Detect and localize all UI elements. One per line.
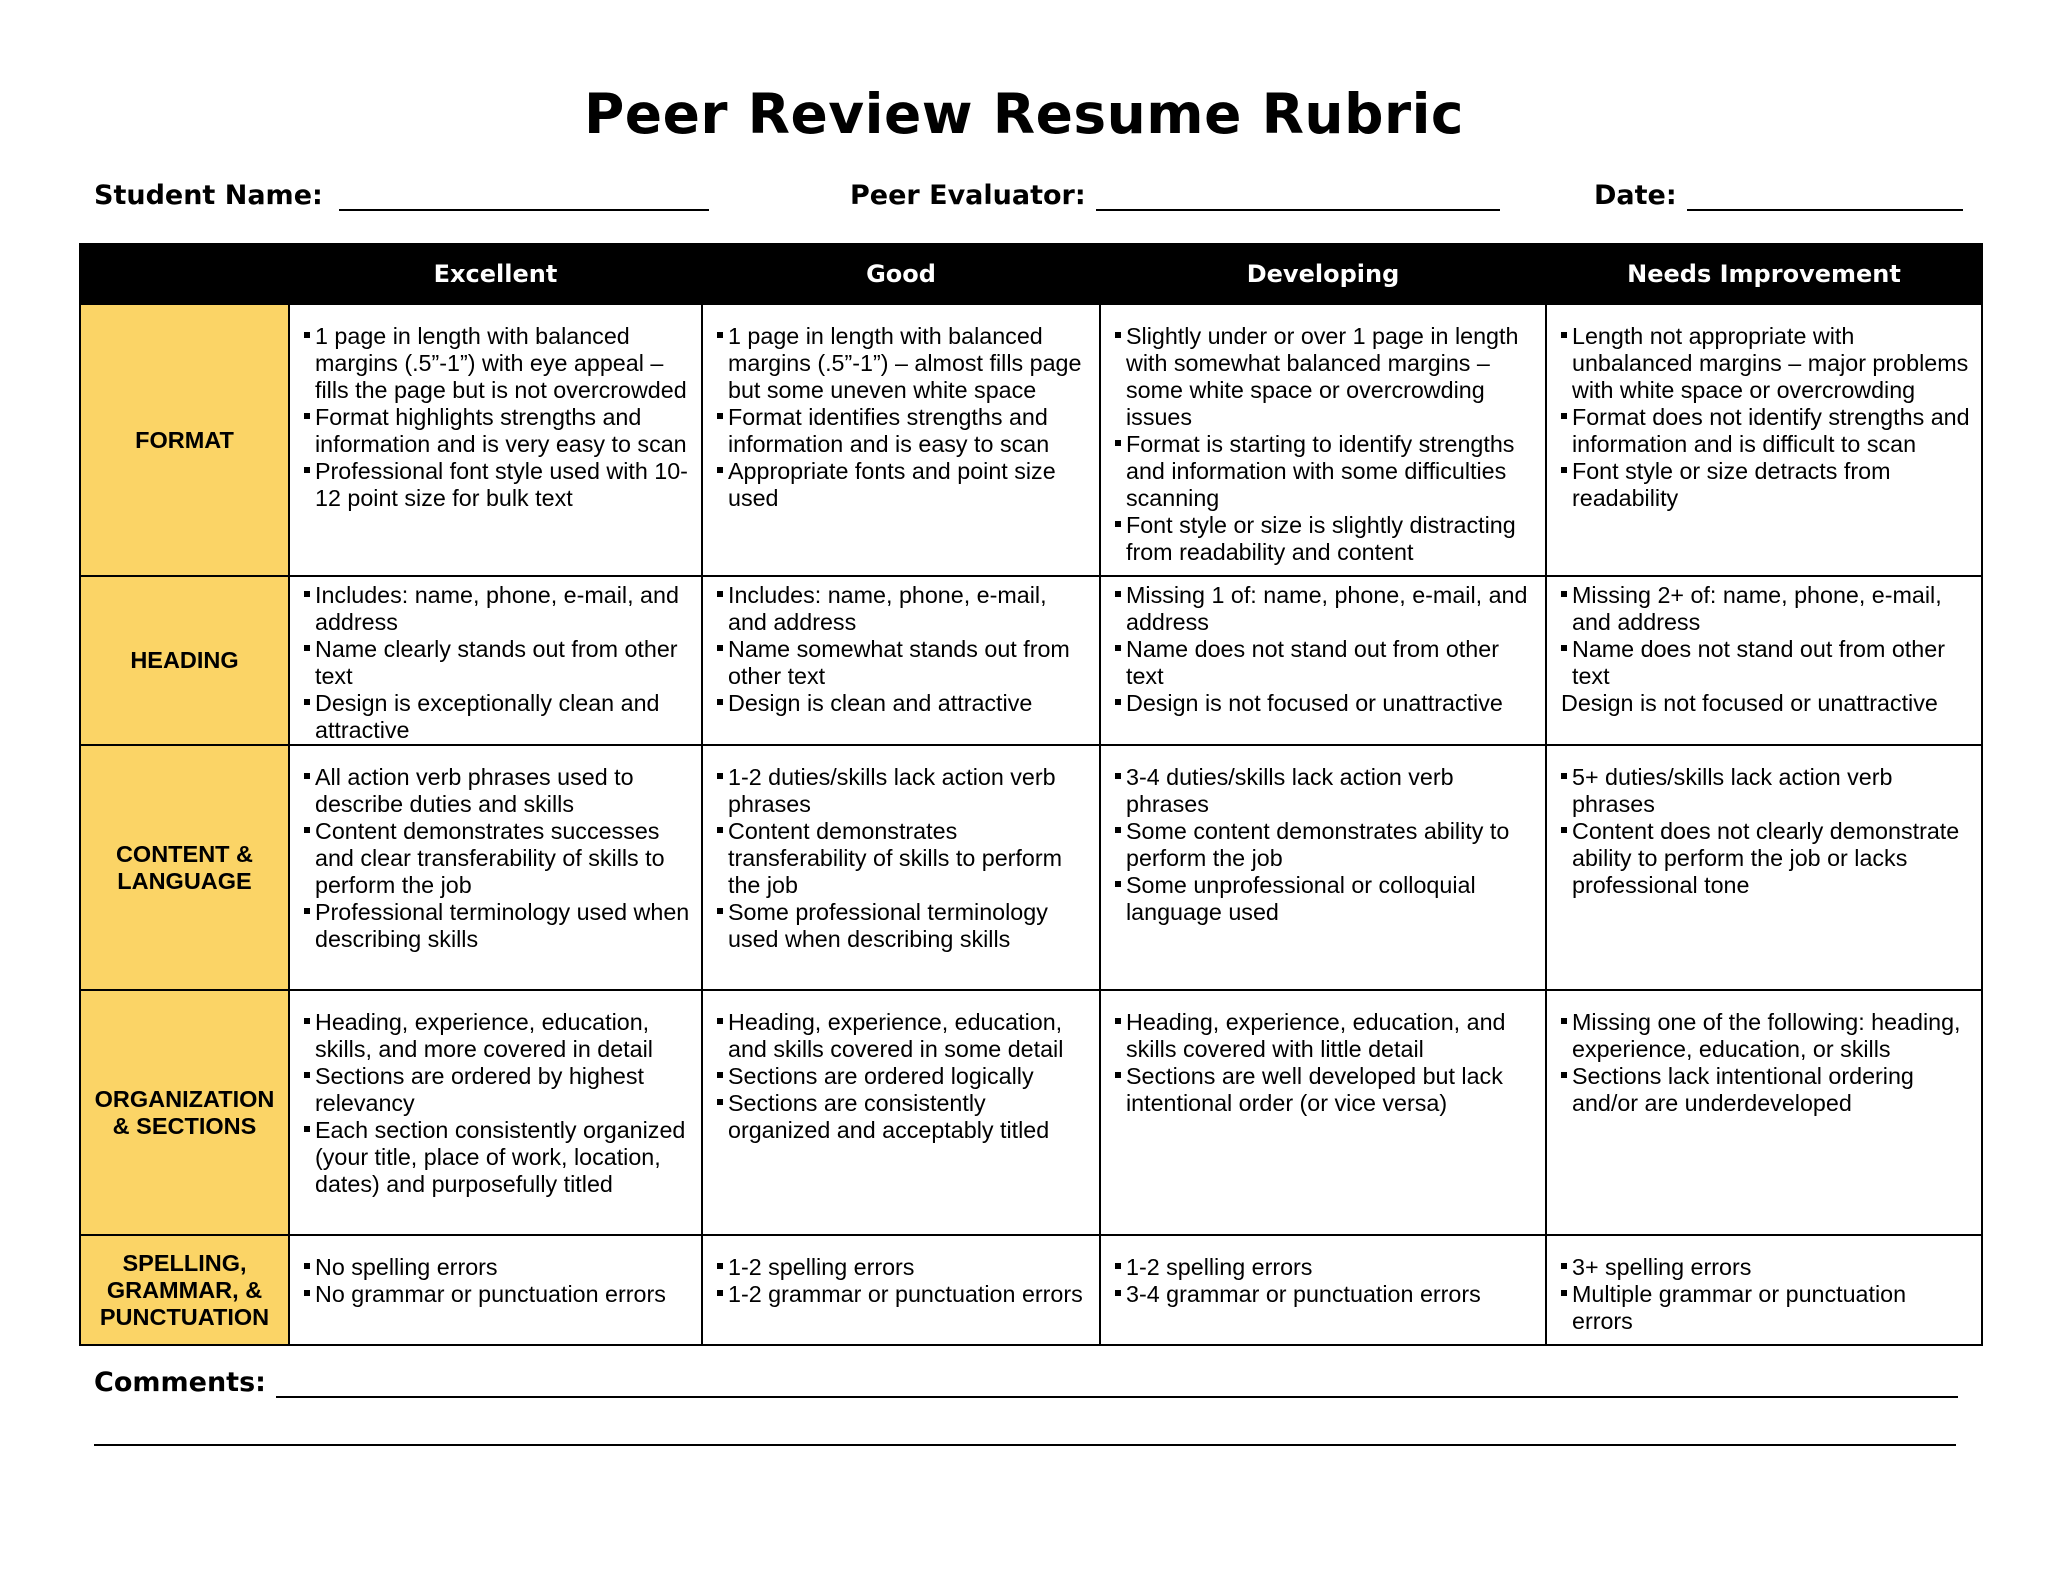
format-needs-improvement — [1546, 304, 1982, 576]
list-item: Name does not stand out from other text — [1115, 636, 1535, 690]
list-item: Includes: name, phone, e-mail, and address — [717, 582, 1089, 636]
criterion-format: FORMAT — [80, 304, 289, 576]
list-item: Heading, experience, education, skills, and more covered in detail — [304, 1009, 691, 1063]
peer-evaluator-label: Peer Evaluator: — [850, 180, 1086, 211]
format-excellent — [289, 304, 702, 576]
heading-developing — [1100, 576, 1546, 745]
student-name-blank[interactable] — [339, 179, 709, 211]
content-excellent — [289, 745, 702, 990]
list-item: Sections are consistently organized and acceptably titled — [717, 1090, 1089, 1144]
heading-excellent — [289, 576, 702, 745]
list-item: Some professional terminology used when describing skills — [717, 899, 1089, 953]
list-item: Length not appropriate with unbalanced margins – major problems with white space or overcrowding — [1561, 323, 1971, 404]
list-item: Professional terminology used when describing skills — [304, 899, 691, 953]
rubric-row-content-language — [80, 745, 1982, 990]
list-item: Content does not clearly demonstrate ability to perform the job or lacks professional tone — [1561, 818, 1971, 899]
list-item: 1-2 grammar or punctuation errors — [717, 1281, 1089, 1308]
column-header-good: Good — [702, 244, 1100, 304]
criterion-content-language: CONTENT & LANGUAGE — [80, 745, 289, 990]
peer-evaluator-field — [850, 175, 1500, 211]
list-item: 1 page in length with balanced margins (.5”-1”) – almost fills page but some uneven white space — [717, 323, 1089, 404]
page-title: Peer Review Resume Rubric — [583, 82, 1465, 146]
list-item: Includes: name, phone, e-mail, and address — [304, 582, 691, 636]
column-header-needs-improvement: Needs Improvement — [1546, 244, 1982, 304]
rubric-row-organization — [80, 990, 1982, 1235]
criterion-organization: ORGANIZATION & SECTIONS — [80, 990, 289, 1235]
organization-developing — [1100, 990, 1546, 1235]
list-item: Professional font style used with 10-12 point size for bulk text — [304, 458, 691, 512]
format-developing — [1100, 304, 1546, 576]
list-item: Missing 1 of: name, phone, e-mail, and address — [1115, 582, 1535, 636]
date-blank[interactable] — [1687, 179, 1963, 211]
criterion-heading: HEADING — [80, 576, 289, 745]
heading-needs-improvement — [1546, 576, 1982, 745]
list-item: Format does not identify strengths and information and is difficult to scan — [1561, 404, 1971, 458]
header-corner — [80, 244, 289, 304]
list-item: No grammar or punctuation errors — [304, 1281, 691, 1308]
list-item: Appropriate fonts and point size used — [717, 458, 1089, 512]
student-name-field — [94, 175, 709, 211]
rubric-table — [79, 243, 1983, 1346]
list-item: Design is not focused or unattractive — [1115, 690, 1535, 717]
spelling-developing — [1100, 1235, 1546, 1345]
list-item: Format identifies strengths and information and is easy to scan — [717, 404, 1089, 458]
list-item: Sections lack intentional ordering and/or are underdeveloped — [1561, 1063, 1971, 1117]
list-item: Font style or size is slightly distracting from readability and content — [1115, 512, 1535, 566]
list-item: Content demonstrates successes and clear transferability of skills to perform the job — [304, 818, 691, 899]
list-item: Missing one of the following: heading, experience, education, or skills — [1561, 1009, 1971, 1063]
list-item: Some unprofessional or colloquial language used — [1115, 872, 1535, 926]
content-developing — [1100, 745, 1546, 990]
student-name-label: Student Name: — [94, 180, 323, 211]
organization-good — [702, 990, 1100, 1235]
content-needs-improvement — [1546, 745, 1982, 990]
column-header-excellent: Excellent — [289, 244, 702, 304]
list-item: Name does not stand out from other text — [1561, 636, 1971, 690]
rubric-header-row — [80, 244, 1982, 304]
spelling-excellent — [289, 1235, 702, 1345]
list-item: Some content demonstrates ability to perform the job — [1115, 818, 1535, 872]
list-item: Sections are ordered by highest relevancy — [304, 1063, 691, 1117]
list-item: Format is starting to identify strengths and information with some difficulties scanning — [1115, 431, 1535, 512]
date-label: Date: — [1594, 180, 1677, 211]
list-item: Design is not focused or unattractive — [1561, 690, 1938, 716]
heading-good — [702, 576, 1100, 745]
comments-label: Comments: — [94, 1367, 266, 1398]
list-item: Name clearly stands out from other text — [304, 636, 691, 690]
list-item: Format highlights strengths and information and is very easy to scan — [304, 404, 691, 458]
rubric-row-format — [80, 304, 1982, 576]
list-item: 3-4 grammar or punctuation errors — [1115, 1281, 1535, 1308]
rubric-row-spelling — [80, 1235, 1982, 1345]
spelling-good — [702, 1235, 1100, 1345]
list-item: 1 page in length with balanced margins (.5”-1”) with eye appeal – fills the page but is not overcrowded — [304, 323, 691, 404]
list-item: Design is exceptionally clean and attractive — [304, 690, 691, 744]
list-item: Heading, experience, education, and skills covered in some detail — [717, 1009, 1089, 1063]
list-item: Sections are well developed but lack intentional order (or vice versa) — [1115, 1063, 1535, 1117]
list-item: Multiple grammar or punctuation errors — [1561, 1281, 1971, 1335]
comments-blank-line-2[interactable] — [94, 1444, 1956, 1446]
organization-needs-improvement — [1546, 990, 1982, 1235]
criterion-spelling: SPELLING, GRAMMAR, & PUNCTUATION — [80, 1235, 289, 1345]
list-item: Heading, experience, education, and skills covered with little detail — [1115, 1009, 1535, 1063]
peer-evaluator-blank[interactable] — [1096, 179, 1500, 211]
organization-excellent — [289, 990, 702, 1235]
date-field — [1594, 175, 1963, 211]
spelling-needs-improvement — [1546, 1235, 1982, 1345]
list-item: 3-4 duties/skills lack action verb phrases — [1115, 764, 1535, 818]
list-item: Font style or size detracts from readability — [1561, 458, 1971, 512]
list-item: 3+ spelling errors — [1561, 1254, 1971, 1281]
list-item: Sections are ordered logically — [717, 1063, 1089, 1090]
comments-field — [94, 1362, 1958, 1398]
list-item: Content demonstrates transferability of skills to perform the job — [717, 818, 1089, 899]
list-item: Missing 2+ of: name, phone, e-mail, and address — [1561, 582, 1971, 636]
list-item: 1-2 spelling errors — [1115, 1254, 1535, 1281]
format-good — [702, 304, 1100, 576]
comments-blank[interactable] — [276, 1366, 1958, 1398]
list-item: 1-2 spelling errors — [717, 1254, 1089, 1281]
list-item: 1-2 duties/skills lack action verb phrases — [717, 764, 1089, 818]
list-item: No spelling errors — [304, 1254, 691, 1281]
list-item: 5+ duties/skills lack action verb phrases — [1561, 764, 1971, 818]
list-item: Slightly under or over 1 page in length with somewhat balanced margins – some white space or overcrowding issues — [1115, 323, 1535, 431]
column-header-developing: Developing — [1100, 244, 1546, 304]
list-item: Each section consistently organized (your title, place of work, location, dates) and purposefully titled — [304, 1117, 691, 1198]
list-item: All action verb phrases used to describe duties and skills — [304, 764, 691, 818]
list-item: Design is clean and attractive — [717, 690, 1089, 717]
content-good — [702, 745, 1100, 990]
list-item: Name somewhat stands out from other text — [717, 636, 1089, 690]
rubric-row-heading — [80, 576, 1982, 745]
